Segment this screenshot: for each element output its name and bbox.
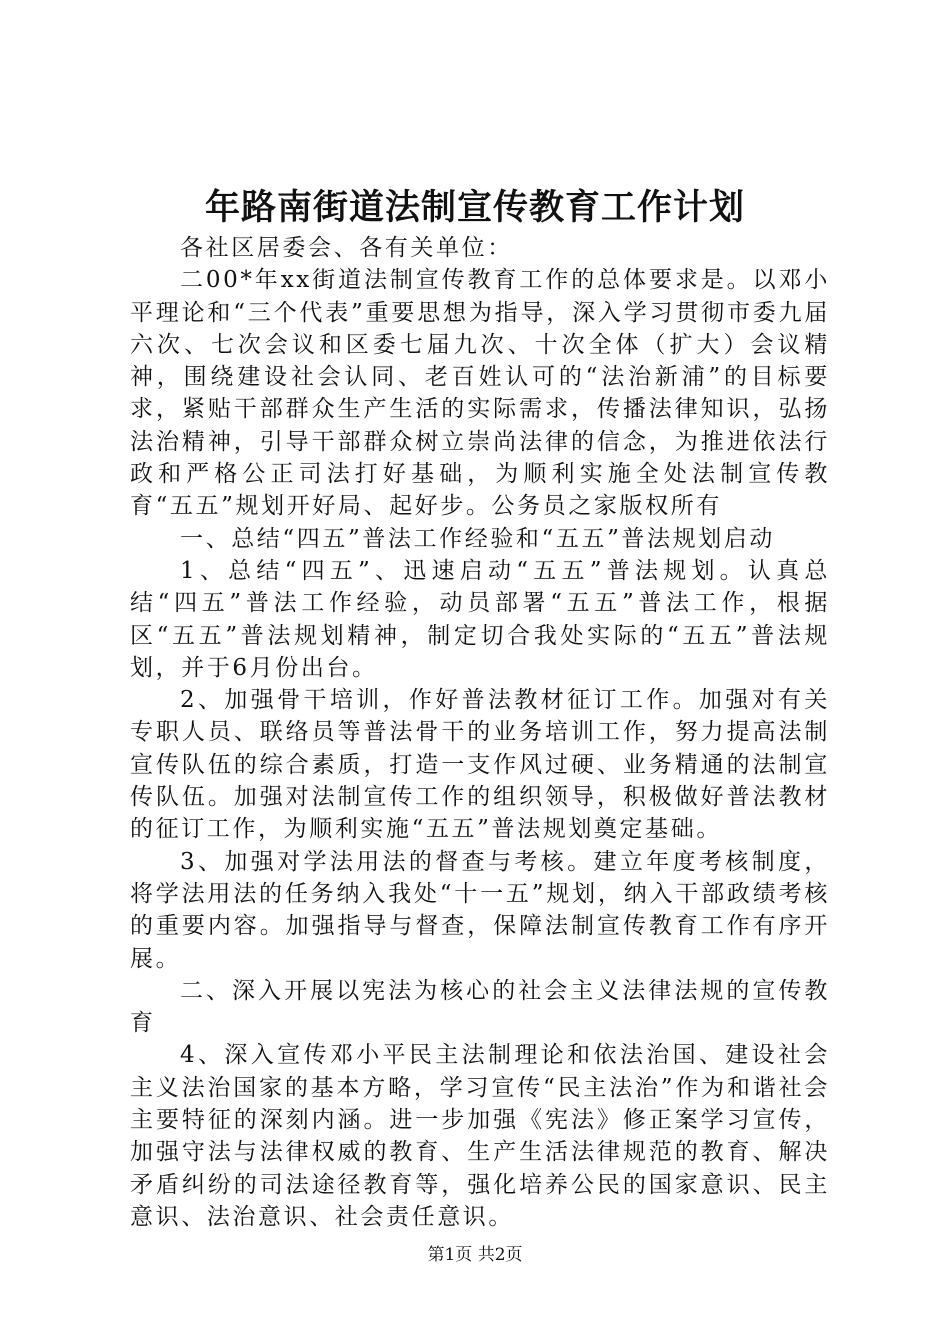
- item-paragraph-1: 1、总结“四五”、迅速启动“五五”普法规划。认真总结“四五”普法工作经验，动员部署“五五”普法工作，根据区“五五”普法规划精神，制定切合我处实际的“五五”普法规划，并于6月份出台。: [130, 557, 830, 681]
- item-paragraph-4: 4、深入宣传邓小平民主法制理论和依法治国、建设社会主义法治国家的基本方略，学习宣传“民主法治”作为和谐社会主要特征的深刻内涵。进一步加强《宪法》修正案学习宣传，加强守法与法律权威的教育、生产生活法律规范的教育、解决矛盾纠纷的司法途径教育等，强化培养公民的国家意识、民主意识、法治意识、社会责任意识。: [130, 1042, 830, 1230]
- intro-paragraph: 二00*年xx街道法制宣传教育工作的总体要求是。以邓小平理论和“三个代表”重要思想为指导，深入学习贯彻市委九届六次、七次会议和区委七届九次、十次全体（扩大）会议精神，围绕建设社会认同、老百姓认可的“法治新浦”的目标要求，紧贴干部群众生产生活的实际需求，传播法律知识，弘扬法治精神，引导干部群众树立崇尚法律的信念，为推进依法行政和严格公正司法打好基础，为顺利实施全处法制宣传教育“五五”规划开好局、起好步。公务员之家版权所有: [130, 267, 830, 520]
- item-paragraph-2: 2、加强骨干培训，作好普法教材征订工作。加强对有关专职人员、联络员等普法骨干的业务培训工作，努力提高法制宣传队伍的综合素质，打造一支作风过硬、业务精通的法制宣传队伍。加强对法制宣传工作的组织领导，积极做好普法教材的征订工作，为顺利实施“五五”普法规划奠定基础。: [130, 687, 830, 843]
- page-number-footer: 第1页 共2页: [427, 1245, 523, 1265]
- item-paragraph-3: 3、加强对学法用法的督查与考核。建立年度考核制度，将学法用法的任务纳入我处“十一五”规划，纳入干部政绩考核的重要内容。加强指导与督查，保障法制宣传教育工作有序开展。: [130, 848, 830, 972]
- document-body: [130, 232, 830, 1233]
- salutation-paragraph: 各社区居委会、各有关单位：: [180, 235, 513, 261]
- section-heading-1: 一、总结“四五”普法工作经验和“五五”普法规划启动: [180, 525, 776, 552]
- document-title: 年路南街道法制宣传教育工作计划: [204, 187, 745, 228]
- section-heading-2: 二、深入开展以宪法为核心的社会主义法律法规的宣传教育: [130, 977, 830, 1037]
